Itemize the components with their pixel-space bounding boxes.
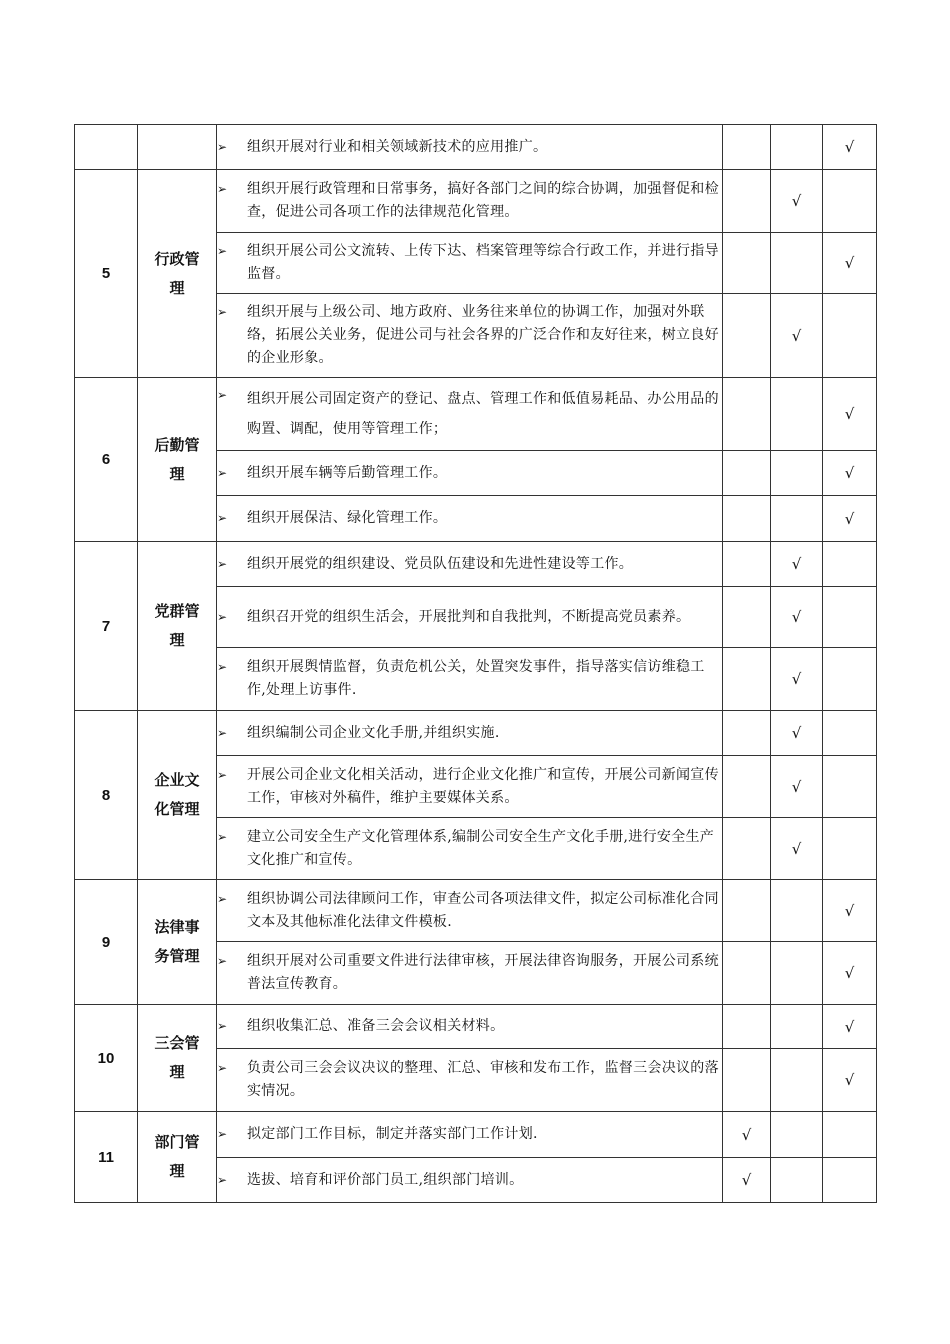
- section-number: 11: [75, 1112, 138, 1203]
- check-mark: √: [844, 509, 855, 528]
- responsibility-cell-3: [823, 1005, 877, 1049]
- responsibility-cell-1: [723, 1005, 771, 1049]
- duty-text: 建立公司安全生产文化管理体系,编制公司安全生产文化手册,进行安全生产文化推广和宣传。: [247, 828, 715, 868]
- arrow-bullet-icon: ➢: [217, 511, 228, 525]
- responsibility-cell-3: [823, 648, 877, 711]
- duty-description: [217, 880, 723, 942]
- table-row: [75, 1005, 877, 1049]
- section-category: [138, 542, 217, 711]
- check-mark: √: [741, 1125, 752, 1144]
- responsibility-cell-1: [723, 711, 771, 756]
- arrow-bullet-icon: ➢: [217, 891, 228, 906]
- responsibility-cell-3: [823, 880, 877, 942]
- arrow-bullet-icon: ➢: [217, 954, 228, 968]
- arrow-bullet-icon: ➢: [217, 182, 228, 196]
- section-category: [138, 170, 217, 378]
- responsibility-cell-1: [723, 587, 771, 648]
- responsibility-cell-1: [723, 756, 771, 818]
- responsibility-cell-1: [723, 648, 771, 711]
- responsibility-cell-3: [823, 451, 877, 496]
- duty-description: [217, 1158, 723, 1203]
- responsibility-cell-2: [771, 451, 823, 496]
- check-mark: √: [844, 138, 855, 156]
- category-label: 后勤管理: [154, 435, 200, 483]
- duty-text: 组织开展对行业和相关领域新技术的应用推广。: [247, 138, 548, 155]
- section-number: 5: [75, 170, 138, 378]
- arrow-bullet-icon: ➢: [217, 725, 228, 740]
- table-row: [75, 542, 877, 587]
- section-category: [138, 1005, 217, 1112]
- duty-description: [217, 496, 723, 542]
- duty-description: [217, 756, 723, 818]
- duty-text: 组织开展对公司重要文件进行法律审核，开展法律咨询服务，开展公司系统普法宣传教育。: [247, 953, 719, 992]
- arrow-bullet-icon: ➢: [217, 1172, 228, 1187]
- duty-description: [217, 170, 723, 233]
- responsibility-cell-1: [723, 233, 771, 294]
- duties-table: [74, 124, 877, 1203]
- responsibility-cell-1: [723, 542, 771, 587]
- responsibility-cell-2: [771, 1005, 823, 1049]
- responsibility-cell-1: [723, 818, 771, 880]
- responsibility-cell-2: [771, 711, 823, 756]
- arrow-bullet-icon: ➢: [217, 1019, 228, 1033]
- section-number: [75, 125, 138, 170]
- responsibility-cell-2: [771, 942, 823, 1005]
- table-row: [75, 378, 877, 451]
- duty-text: 组织协调公司法律顾问工作，审查公司各项法律文件，拟定公司标准化合同文本及其他标准化法律文件模板.: [247, 890, 719, 930]
- responsibility-cell-2: [771, 1158, 823, 1203]
- arrow-bullet-icon: ➢: [217, 388, 228, 402]
- arrow-bullet-icon: ➢: [217, 244, 228, 258]
- duty-description: [217, 648, 723, 711]
- duty-description: [217, 125, 723, 170]
- duty-description: [217, 294, 723, 378]
- check-mark: √: [844, 901, 855, 920]
- duty-text: 组织编制公司企业文化手册,并组织实施.: [247, 724, 500, 741]
- responsibility-cell-1: [723, 1112, 771, 1158]
- section-category: [138, 1112, 217, 1203]
- responsibility-cell-2: [771, 648, 823, 711]
- responsibility-cell-3: [823, 233, 877, 294]
- arrow-bullet-icon: ➢: [217, 829, 228, 844]
- table-row: [75, 711, 877, 756]
- responsibility-cell-1: [723, 294, 771, 378]
- section-number: 7: [75, 542, 138, 711]
- duty-description: [217, 587, 723, 648]
- responsibility-cell-2: [771, 125, 823, 170]
- responsibility-cell-2: [771, 1049, 823, 1112]
- check-mark: √: [844, 464, 855, 482]
- duty-text: 开展公司企业文化相关活动，进行企业文化推广和宣传，开展公司新闻宣传工作，审核对外稿件，维护主要媒体关系。: [247, 766, 719, 806]
- category-label: 部门管理: [154, 1133, 200, 1180]
- responsibility-cell-2: [771, 378, 823, 451]
- check-mark: √: [791, 670, 802, 688]
- section-category: [138, 711, 217, 880]
- check-mark: √: [741, 1171, 752, 1189]
- arrow-bullet-icon: ➢: [217, 1061, 228, 1075]
- check-mark: √: [791, 724, 802, 742]
- duty-description: [217, 818, 723, 880]
- duty-description: [217, 233, 723, 294]
- section-number: 8: [75, 711, 138, 880]
- responsibility-cell-3: [823, 818, 877, 880]
- responsibility-cell-3: [823, 1049, 877, 1112]
- responsibility-cell-3: [823, 756, 877, 818]
- duty-text: 组织开展舆情监督，负责危机公关，处置突发事件，指导落实信访维稳工作,处理上访事件.: [247, 659, 705, 698]
- duty-text: 组织开展行政管理和日常事务，搞好各部门之间的综合协调，加强督促和检查，促进公司各项工作的法律规范化管理。: [247, 181, 719, 220]
- duty-text: 组织开展车辆等后勤管理工作。: [247, 464, 448, 481]
- duty-text: 组织开展公司公文流转、上传下达、档案管理等综合行政工作，并进行指导监督。: [247, 243, 719, 282]
- responsibility-cell-1: [723, 880, 771, 942]
- category-label: 三会管理: [154, 1034, 200, 1081]
- check-mark: √: [844, 1017, 855, 1036]
- category-label: 行政管理: [154, 249, 200, 297]
- check-mark: √: [791, 777, 802, 796]
- duty-description: [217, 1112, 723, 1158]
- responsibility-cell-3: [823, 496, 877, 542]
- check-mark: √: [791, 192, 802, 210]
- responsibility-cell-2: [771, 587, 823, 648]
- table-row: [75, 125, 877, 170]
- category-label: 法律事务管理: [154, 918, 200, 965]
- responsibility-cell-3: [823, 378, 877, 451]
- duty-text: 组织召开党的组织生活会，开展批判和自我批判，不断提高党员素养。: [247, 608, 691, 625]
- responsibility-cell-1: [723, 942, 771, 1005]
- responsibility-cell-2: [771, 1112, 823, 1158]
- section-category: [138, 880, 217, 1005]
- arrow-bullet-icon: ➢: [217, 139, 228, 154]
- responsibility-cell-1: [723, 125, 771, 170]
- responsibility-cell-1: [723, 378, 771, 451]
- check-mark: √: [791, 608, 802, 626]
- responsibility-cell-2: [771, 880, 823, 942]
- responsibility-cell-3: [823, 542, 877, 587]
- table-row: [75, 1112, 877, 1158]
- section-category: [138, 378, 217, 542]
- category-label: 企业文化管理: [154, 771, 200, 818]
- check-mark: √: [791, 839, 802, 858]
- section-category: [138, 125, 217, 170]
- responsibility-cell-3: [823, 125, 877, 170]
- responsibility-cell-2: [771, 542, 823, 587]
- duty-description: [217, 1005, 723, 1049]
- responsibility-cell-1: [723, 496, 771, 542]
- arrow-bullet-icon: ➢: [217, 660, 228, 674]
- check-mark: √: [791, 326, 802, 345]
- check-mark: √: [844, 1071, 855, 1089]
- duty-text: 组织开展与上级公司、地方政府、业务往来单位的协调工作，加强对外联络，拓展公关业务，促进公司与社会各界的广泛合作和友好往来，树立良好的企业形象。: [247, 304, 719, 366]
- arrow-bullet-icon: ➢: [217, 609, 228, 624]
- section-number: 10: [75, 1005, 138, 1112]
- duty-description: [217, 942, 723, 1005]
- duty-text: 选拔、培育和评价部门员工,组织部门培训。: [247, 1171, 524, 1188]
- arrow-bullet-icon: ➢: [217, 305, 228, 319]
- duty-description: [217, 451, 723, 496]
- arrow-bullet-icon: ➢: [217, 767, 228, 782]
- responsibility-cell-2: [771, 818, 823, 880]
- responsibility-cell-3: [823, 170, 877, 233]
- arrow-bullet-icon: ➢: [217, 556, 228, 571]
- responsibility-cell-1: [723, 170, 771, 233]
- duty-description: [217, 378, 723, 451]
- duty-text: 组织开展公司固定资产的登记、盘点、管理工作和低值易耗品、办公用品的购置、调配，使用等管理工作；: [247, 391, 719, 437]
- arrow-bullet-icon: ➢: [217, 465, 228, 480]
- responsibility-cell-3: [823, 294, 877, 378]
- duty-description: [217, 1049, 723, 1112]
- duty-text: 组织开展保洁、绿化管理工作。: [247, 510, 448, 526]
- arrow-bullet-icon: ➢: [217, 1127, 228, 1141]
- duty-text: 负责公司三会会议决议的整理、汇总、审核和发布工作，监督三会决议的落实情况。: [247, 1060, 719, 1099]
- responsibility-cell-1: [723, 1049, 771, 1112]
- responsibility-cell-2: [771, 233, 823, 294]
- responsibility-cell-2: [771, 756, 823, 818]
- table-row: [75, 880, 877, 942]
- duty-text: 组织收集汇总、准备三会会议相关材料。: [247, 1018, 505, 1034]
- responsibility-cell-1: [723, 1158, 771, 1203]
- duty-description: [217, 542, 723, 587]
- check-mark: √: [844, 405, 855, 423]
- responsibility-cell-2: [771, 496, 823, 542]
- section-number: 9: [75, 880, 138, 1005]
- check-mark: √: [791, 555, 802, 573]
- duty-text: 组织开展党的组织建设、党员队伍建设和先进性建设等工作。: [247, 555, 634, 572]
- responsibility-cell-2: [771, 294, 823, 378]
- responsibility-cell-3: [823, 1158, 877, 1203]
- category-label: 党群管理: [154, 602, 200, 649]
- check-mark: √: [844, 254, 855, 272]
- duty-description: [217, 711, 723, 756]
- responsibility-cell-3: [823, 942, 877, 1005]
- duty-text: 拟定部门工作目标，制定并落实部门工作计划.: [247, 1126, 538, 1142]
- table-row: [75, 170, 877, 233]
- responsibility-cell-1: [723, 451, 771, 496]
- section-number: 6: [75, 378, 138, 542]
- check-mark: √: [844, 964, 855, 982]
- responsibility-cell-3: [823, 587, 877, 648]
- responsibility-cell-3: [823, 1112, 877, 1158]
- responsibility-cell-2: [771, 170, 823, 233]
- responsibility-cell-3: [823, 711, 877, 756]
